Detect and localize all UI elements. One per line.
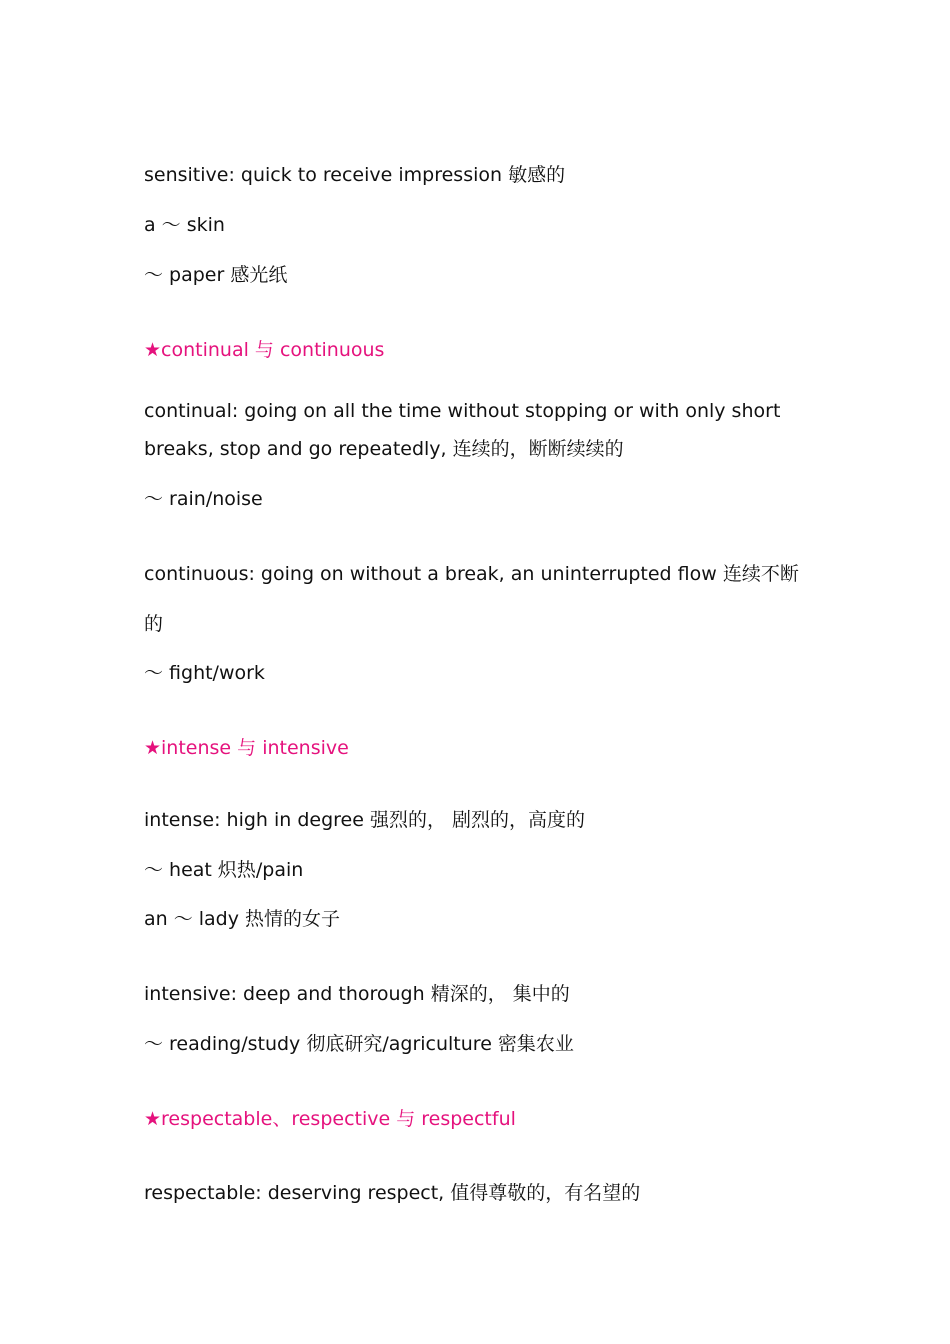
entry-continuous-example: ～ fight/work [144,662,265,684]
entry-continuous-definition-line1: continuous: going on without a break, an uninterrupted flow 连续不断 [144,563,799,585]
entry-respectable-definition: respectable: deserving respect, 值得尊敬的，有名望的 [144,1182,641,1204]
entry-continual-definition-line2: breaks, stop and go repeatedly, 连续的，断断续续的 [144,438,624,460]
entry-continual-example: ～ rain/noise [144,488,263,510]
heading-respectable-respective-respectful: ★respectable、respective 与 respectful [144,1108,516,1130]
entry-sensitive-example-skin: a ～ skin [144,214,225,236]
entry-intense-example-lady: an ～ lady 热情的女子 [144,908,341,930]
entry-continuous-definition-line2: 的 [144,613,164,635]
entry-intensive-definition: intensive: deep and thorough 精深的， 集中的 [144,983,570,1005]
entry-sensitive-example-paper: ～ paper 感光纸 [144,264,288,286]
entry-intense-example-heat: ～ heat 炽热/pain [144,859,304,881]
entry-intensive-example: ～ reading/study 彻底研究/agriculture 密集农业 [144,1033,574,1055]
entry-intense-definition: intense: high in degree 强烈的， 剧烈的，高度的 [144,809,586,831]
entry-sensitive-definition: sensitive: quick to receive impression 敏感的 [144,164,566,186]
heading-continual-continuous: ★continual 与 continuous [144,339,385,361]
heading-intense-intensive: ★intense 与 intensive [144,737,349,759]
entry-continual-definition-line1: continual: going on all the time without stopping or with only short [144,400,781,422]
